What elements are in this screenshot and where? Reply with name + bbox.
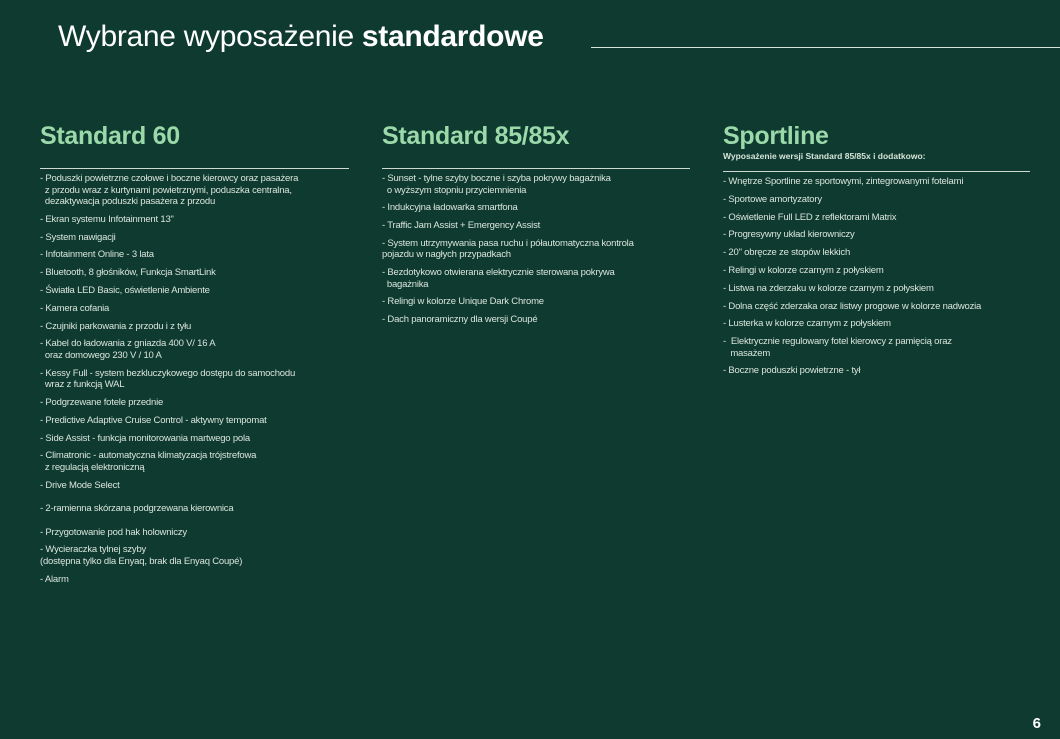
feature-item: - Sportowe amortyzatory — [723, 193, 822, 205]
feature-item: - Listwa na zderzaku w kolorze czarnym z połyskiem — [723, 282, 934, 294]
feature-item: - Elektrycznie regulowany fotel kierowcy z pamięcią oraz masażem — [723, 336, 952, 359]
feature-item: - Climatronic - automatyczna klimatyzacja trójstrefowa z regulacją elektroniczną — [40, 450, 257, 473]
feature-item: - Światła LED Basic, oświetlenie Ambiente — [40, 284, 210, 296]
column-divider — [382, 168, 690, 169]
feature-item: - Kamera cofania — [40, 302, 110, 314]
feature-item: - Przygotowanie pod hak holowniczy — [40, 526, 187, 538]
page-title-bold: standardowe — [361, 20, 544, 53]
column-subtitle: Wyposażenie wersji Standard 85/85x i dodatkowo: — [723, 151, 926, 161]
feature-item: - 20" obręcze ze stopów lekkich — [723, 247, 851, 259]
feature-item: - Traffic Jam Assist + Emergency Assist — [382, 220, 541, 232]
feature-list — [40, 173, 349, 585]
feature-item: - Alarm — [40, 573, 69, 585]
feature-list — [382, 173, 690, 326]
feature-item: - Ekran systemu Infotainment 13" — [40, 213, 174, 225]
feature-item: - Bezdotykowo otwierana elektrycznie sterowana pokrywa bagażnika — [382, 267, 615, 290]
feature-item: - Dach panoramiczny dla wersji Coupé — [382, 314, 538, 326]
page-title — [58, 20, 544, 54]
feature-list — [723, 176, 1030, 377]
feature-item: - Dolna część zderzaka oraz listwy progowe w kolorze nadwozia — [723, 300, 982, 312]
page-title-regular: Wybrane wyposażenie — [58, 20, 362, 53]
title-divider — [591, 47, 1060, 48]
column-standard-85 — [382, 122, 690, 326]
feature-item: - Wnętrze Sportline ze sportowymi, zintegrowanymi fotelami — [723, 176, 964, 187]
feature-item: - Kabel do ładowania z gniazda 400 V/ 16 A oraz domowego 230 V / 10 A — [40, 338, 216, 361]
feature-item: - Progresywny układ kierowniczy — [723, 229, 855, 241]
feature-item: - Infotainment Online - 3 lata — [40, 249, 154, 261]
feature-item: - Boczne poduszki powietrzne - tył — [723, 365, 861, 377]
feature-item: - 2-ramienna skórzana podgrzewana kierownica — [40, 503, 234, 515]
feature-item: - Sunset - tylne szyby boczne i szyba pokrywy bagażnika o wyższym stopniu przyciemnienia — [382, 173, 611, 196]
column-title: Standard 85/85x — [382, 122, 570, 150]
column-title: Sportline — [723, 122, 829, 150]
feature-item: - Czujniki parkowania z przodu i z tyłu — [40, 320, 192, 332]
column-divider — [40, 168, 349, 169]
feature-item: - Bluetooth, 8 głośników, Funkcja SmartLink — [40, 267, 216, 279]
feature-item: - Relingi w kolorze Unique Dark Chrome — [382, 296, 544, 308]
feature-item: - Relingi w kolorze czarnym z połyskiem — [723, 264, 884, 276]
feature-item: - Poduszki powietrzne czołowe i boczne kierowcy oraz pasażera z przodu wraz z kurtynami powietrznymi, poduszka centralna, dezaktywacja poduszki pasażera z przodu — [40, 173, 299, 207]
feature-item: - Side Assist - funkcja monitorowania martwego pola — [40, 432, 250, 444]
column-sportline — [723, 122, 1030, 377]
feature-item: - Kessy Full - system bezkluczykowego dostępu do samochodu wraz z funkcją WAL — [40, 367, 296, 391]
feature-item: - Oświetlenie Full LED z reflektorami Matrix — [723, 211, 897, 223]
column-standard-60 — [40, 122, 349, 585]
feature-item: - Wycieraczka tylnej szyby (dostępna tylko dla Enyaq, brak dla Enyaq Coupé) — [40, 544, 243, 567]
column-title: Standard 60 — [40, 122, 180, 150]
feature-item: - Podgrzewane fotele przednie — [40, 396, 164, 408]
column-divider — [723, 171, 1030, 172]
page-number: 6 — [1032, 715, 1041, 732]
feature-item: - System utrzymywania pasa ruchu i półautomatyczna kontrola pojazdu w nagłych przypadkach — [382, 237, 634, 261]
feature-item: - Predictive Adaptive Cruise Control - aktywny tempomat — [40, 414, 267, 426]
feature-item: - Drive Mode Select — [40, 479, 120, 491]
feature-item: - Lusterka w kolorze czarnym z połyskiem — [723, 318, 891, 330]
feature-item: - System nawigacji — [40, 231, 116, 243]
feature-item: - Indukcyjna ładowarka smartfona — [382, 202, 518, 214]
